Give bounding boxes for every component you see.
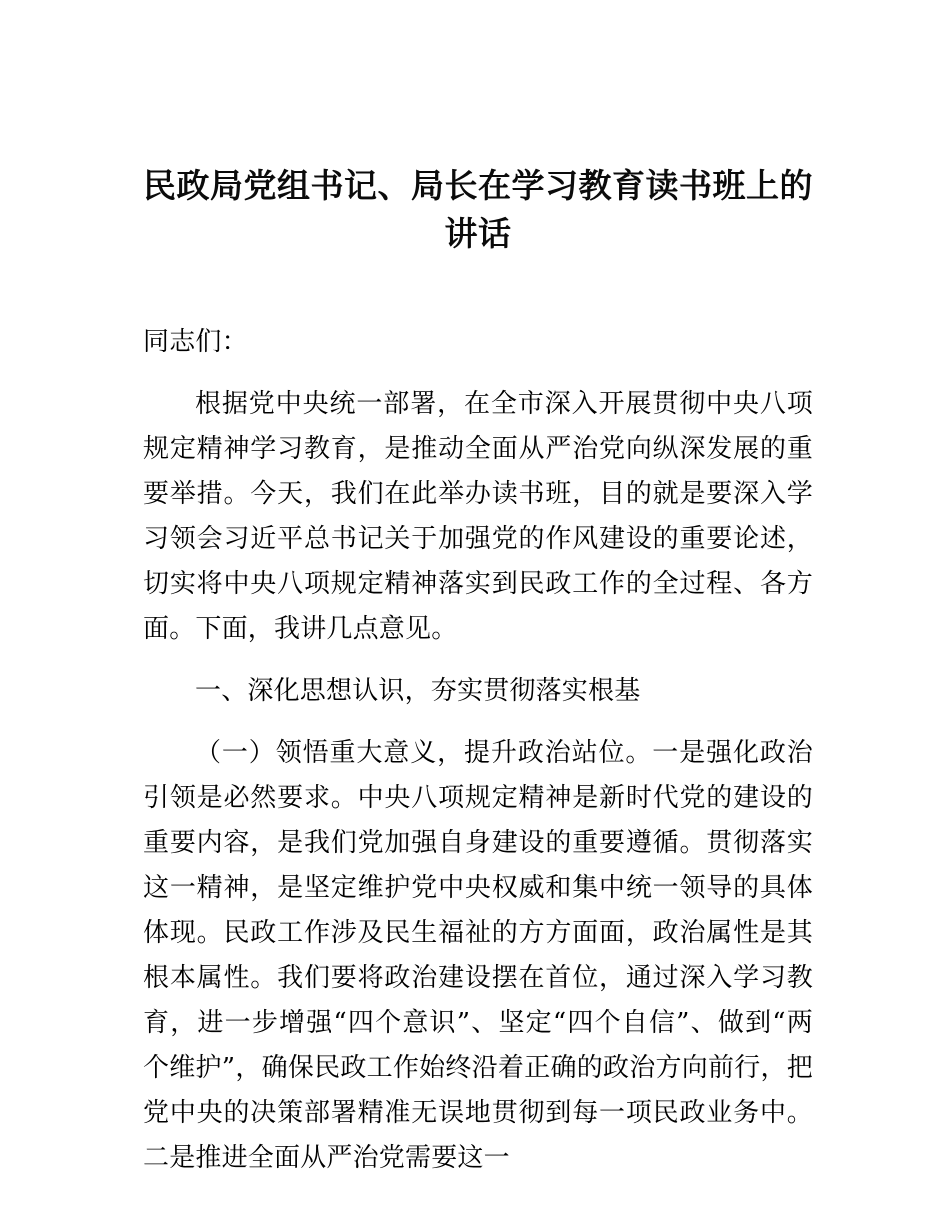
salutation-line: 同志们： <box>143 327 248 357</box>
paragraph-intro: 根据党中央统一部署，在全市深入开展贯彻中央八项规定精神学习教育，是推动全面从严治党向纵深发展的重要举措。今天，我们在此举办读书班，目的就是要深入学习领会习近平总书记关于加强党的作风建设的重要论述，切实将中央八项规定精神落实到民政工作的全过程、各方面。下面，我讲几点意见。 <box>143 389 813 644</box>
section-heading-one: 一、深化思想认识，夯实贯彻落实根基 <box>195 676 641 706</box>
page-title: 民政局党组书记、局长在学习教育读书班上的讲话 <box>143 167 813 252</box>
subsection-heading-one-a: （一）领悟重大意义，提升政治站位。一是强化政治引领是必然要求。中央八项规定精神是新时代党的建设的重要内容，是我们党加强自身建设的重要遵循。贯彻落实这一精神，是坚定维护党中央权威和集中统一领导的具体体现。民政工作涉及民生福祉的方方面面，政治属性是其根本属性。我们要将政治建设摆在首位，通过深入学习教育，进一步增强“四个意识”、坚定“四个自信”、做到“两个维护”，确保民政工作始终沿着正确的政治方向前行，把党中央的决策部署精准无误地贯彻到每一项民政业务中。二是推进全面从严治党需要这一 <box>143 738 813 1173</box>
document-content <box>143 0 813 1181</box>
